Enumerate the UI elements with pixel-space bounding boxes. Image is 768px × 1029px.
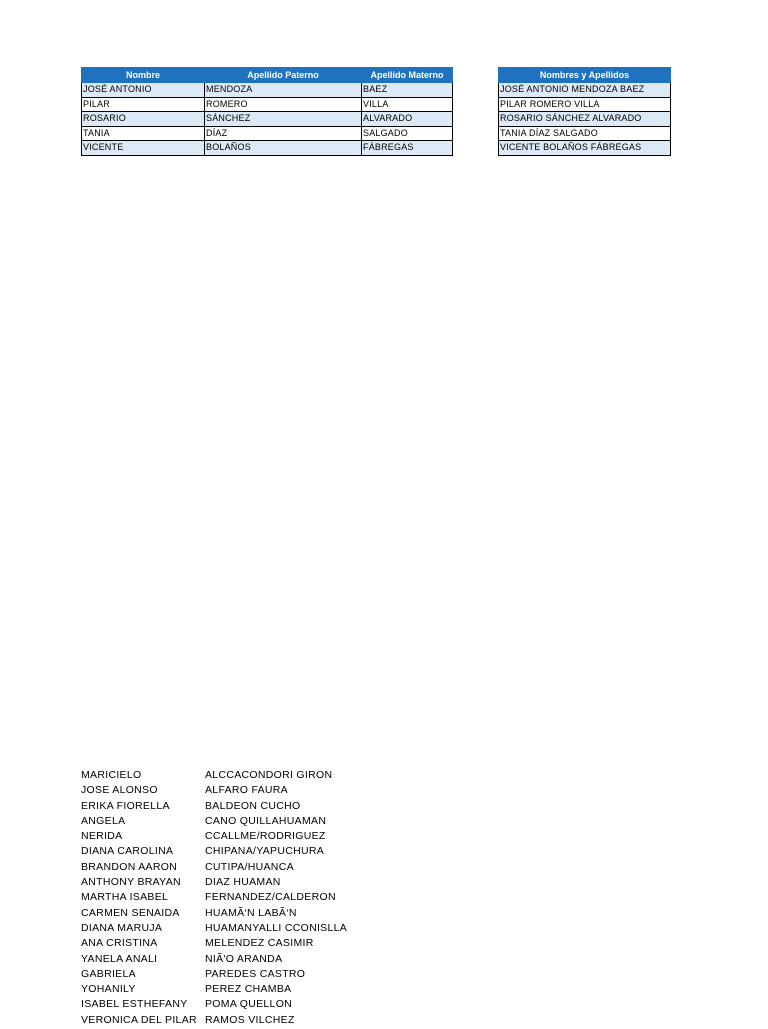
full-names-table (498, 67, 671, 156)
cell-apellido-paterno[interactable]: SÁNCHEZ (205, 112, 362, 127)
table-row (499, 112, 671, 127)
first-name[interactable]: DIANA MARUJA (81, 921, 163, 934)
first-name[interactable]: MARTHA ISABEL (81, 891, 169, 904)
last-name[interactable]: FERNANDEZ/CALDERON (205, 891, 336, 904)
first-name[interactable]: ANTHONY BRAYAN (81, 876, 181, 889)
table-row (82, 141, 453, 156)
last-name[interactable]: PAREDES CASTRO (205, 967, 306, 980)
cell-full-name[interactable]: ROSARIO SÁNCHEZ ALVARADO (499, 112, 671, 127)
first-name[interactable]: YANELA ANALI (81, 952, 158, 965)
first-name[interactable]: VERONICA DEL PILAR (81, 1013, 197, 1026)
last-name[interactable]: HUAMÃ‘N LABÃ‘N (205, 906, 297, 919)
first-name[interactable]: DIANA CAROLINA (81, 845, 174, 858)
first-name[interactable]: JOSE ALONSO (81, 784, 158, 797)
last-name[interactable]: BALDEON CUCHO (205, 799, 301, 812)
first-name[interactable]: YOHANILY (81, 983, 136, 996)
table-row (499, 141, 671, 156)
cell-apellido-paterno[interactable]: ROMERO (205, 97, 362, 112)
cell-nombre[interactable]: VICENTE (82, 141, 205, 156)
last-name[interactable]: ALFARO FAURA (205, 784, 288, 797)
last-name[interactable]: ALCCACONDORI GIRON (205, 769, 333, 781)
first-name[interactable]: GABRIELA (81, 967, 136, 980)
cell-apellido-paterno[interactable]: DÍAZ (205, 126, 362, 141)
cell-apellido-paterno[interactable]: BOLAÑOS (205, 141, 362, 156)
names-table (81, 67, 453, 156)
table-row (82, 97, 453, 112)
table-row (499, 83, 671, 98)
cell-apellido-paterno[interactable]: MENDOZA (205, 83, 362, 98)
cell-apellido-materno[interactable]: VILLA (362, 97, 453, 112)
last-name[interactable]: RAMOS VILCHEZ (205, 1013, 295, 1026)
first-name[interactable]: ERIKA FIORELLA (81, 799, 170, 812)
table-row (82, 126, 453, 141)
cell-apellido-materno[interactable]: SALGADO (362, 126, 453, 141)
first-name[interactable]: ANGELA (81, 814, 126, 827)
last-name[interactable]: CANO QUILLAHUAMAN (205, 814, 327, 827)
table-row (82, 83, 453, 98)
header-apellido-paterno: Apellido Paterno (205, 68, 362, 83)
table-row (82, 112, 453, 127)
cell-full-name[interactable]: TANIA DÍAZ SALGADO (499, 126, 671, 141)
last-name[interactable]: HUAMANYALLI CCONISLLA (205, 921, 348, 934)
last-name[interactable]: POMA QUELLON (205, 998, 293, 1011)
cell-apellido-materno[interactable]: ALVARADO (362, 112, 453, 127)
last-name[interactable]: CCALLME/RODRIGUEZ (205, 830, 326, 843)
cell-full-name[interactable]: VICENTE BOLAÑOS FÁBREGAS (499, 141, 671, 156)
cell-nombre[interactable]: JOSÉ ANTONIO (82, 83, 205, 98)
cell-nombre[interactable]: ROSARIO (82, 112, 205, 127)
first-name[interactable]: BRANDON AARON (81, 860, 178, 873)
table-row (499, 97, 671, 112)
cell-nombre[interactable]: PILAR (82, 97, 205, 112)
last-name[interactable]: DIAZ HUAMAN (205, 876, 281, 889)
last-name[interactable]: NIÃ'O ARANDA (205, 952, 283, 965)
cell-apellido-materno[interactable]: FÁBREGAS (362, 141, 453, 156)
header-nombres-y-apellidos: Nombres y Apellidos (499, 68, 671, 83)
last-name[interactable]: CUTIPA/HUANCA (205, 860, 294, 873)
last-name[interactable]: MELENDEZ CASIMIR (205, 937, 314, 950)
cell-nombre[interactable]: TANIA (82, 126, 205, 141)
header-apellido-materno: Apellido Materno (362, 68, 453, 83)
cell-apellido-materno[interactable]: BAEZ (362, 83, 453, 98)
names-table-header-row (82, 68, 453, 83)
table-row (499, 126, 671, 141)
first-name[interactable]: CARMEN SENAIDA (81, 906, 180, 919)
header-nombre: Nombre (82, 68, 205, 83)
cell-full-name[interactable]: PILAR ROMERO VILLA (499, 97, 671, 112)
last-name[interactable]: PEREZ CHAMBA (205, 983, 292, 996)
first-name[interactable]: MARICIELO (81, 769, 142, 781)
first-name[interactable]: NERIDA (81, 830, 123, 843)
full-names-header-row (499, 68, 671, 83)
first-name[interactable]: ANA CRISTINA (81, 937, 158, 950)
first-name[interactable]: ISABEL ESTHEFANY (81, 998, 188, 1011)
cell-full-name[interactable]: JOSÉ ANTONIO MENDOZA BAEZ (499, 83, 671, 98)
last-name[interactable]: CHIPANA/YAPUCHURA (205, 845, 325, 858)
